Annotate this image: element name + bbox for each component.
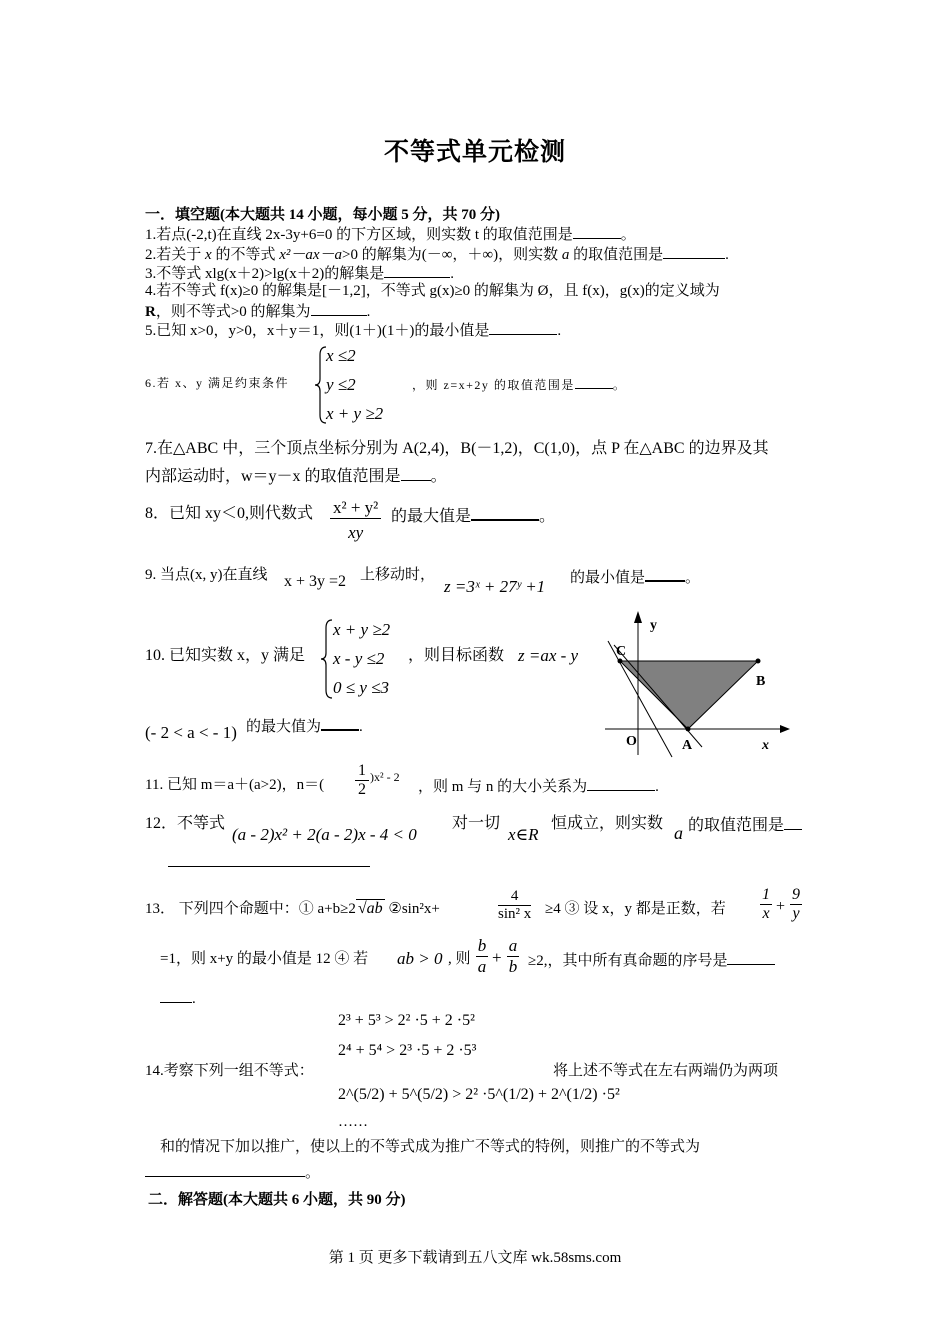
q9-blank[interactable] xyxy=(645,566,685,582)
q6-end: 。 xyxy=(612,378,627,392)
q7-blank[interactable] xyxy=(401,466,431,481)
q13-blank-a[interactable] xyxy=(727,950,775,965)
q10-tail-text: 的最大值为 xyxy=(246,719,322,735)
q13-blank-b[interactable] xyxy=(160,988,192,1003)
q10-condition: (- 2 < a < - 1) xyxy=(145,723,237,742)
q13-frac2-num: 4 xyxy=(498,888,531,906)
q9-pre: 9. 当点(x, y)在直线 xyxy=(145,567,268,583)
q13-frac4b xyxy=(507,936,519,977)
q1-blank[interactable] xyxy=(573,224,621,239)
q6-blank[interactable] xyxy=(575,374,613,389)
q13-sqrt-arg: ab xyxy=(366,900,383,917)
q14-line2: 和的情况下加以推广，使以上的不等式成为推广不等式的特例，则推广的不等式为 xyxy=(160,1139,701,1155)
q3-text: 3.不等式 xlg(x＋2)>lg(x＋2)的解集是 xyxy=(145,266,385,282)
q13-line1 xyxy=(145,900,440,918)
q10-cond-1: x + y ≥2 xyxy=(333,620,391,639)
q11-blank[interactable] xyxy=(587,776,655,791)
q13-frac3a-num: 1 xyxy=(762,886,770,903)
q13-frac3b-num: 9 xyxy=(792,886,800,903)
q8-pre: 8．已知 xy＜0,则代数式 xyxy=(145,505,314,522)
q13-frac3b xyxy=(790,886,802,923)
question-4-line2 xyxy=(145,301,370,321)
q12-post: 恒成立，则实数 xyxy=(551,815,664,832)
feasible-region xyxy=(620,661,758,729)
q3-end: . xyxy=(450,266,455,282)
q12-set: x∈R xyxy=(508,825,539,844)
q13-text-c: ≥4 ③ 设 x，y 都是正数，若 xyxy=(545,901,726,917)
q12-blank-b[interactable] xyxy=(168,866,370,867)
q8-post xyxy=(391,505,555,526)
q13-frac4a-num: b xyxy=(477,936,487,955)
q13-frac4b-num: a xyxy=(508,936,518,955)
q1-text: 1.若点(-2,t)在直线 2x-3y+6=0 的下方区域，则实数 t 的取值范围是 xyxy=(145,227,573,243)
q13-frac2 xyxy=(498,888,531,923)
q6-pre: 6.若 x、y 满足约束条件 xyxy=(145,376,290,390)
q13-frac3b-den: y xyxy=(792,905,800,922)
q2-expr: x²－ax－a xyxy=(279,247,343,263)
q6-cond-2: y ≤2 xyxy=(326,375,356,394)
question-2 xyxy=(145,244,729,264)
q13-plus: + xyxy=(776,898,786,915)
x-axis-arrow xyxy=(780,725,790,733)
q3-blank[interactable] xyxy=(384,263,450,278)
q8-fraction xyxy=(330,498,381,543)
q14-ellipsis: …… xyxy=(338,1114,368,1130)
q13-line2b: , 则 xyxy=(448,951,471,967)
q8-numerator: x² + y² xyxy=(330,498,381,519)
q11-denominator: 2 xyxy=(358,781,366,798)
q2-blank[interactable] xyxy=(663,244,725,259)
label-A: A xyxy=(682,738,693,753)
section-1-heading: 一．填空题(本大题共 14 小题，每小题 5 分，共 70 分) xyxy=(145,207,500,223)
q14-pre: 14.考察下列一组不等式： xyxy=(145,1063,314,1079)
q8-denominator: xy xyxy=(348,523,364,542)
q13-text-a: 13． 下列四个命题中：① a+b≥2 xyxy=(145,901,356,917)
q2-end: . xyxy=(725,247,729,263)
q5-text: 5.已知 x>0，y>0，x＋y＝1，则(1＋)(1＋)的最小值是 xyxy=(145,323,490,339)
q13-line3 xyxy=(160,988,196,1008)
q11-exponent: )x² - 2 xyxy=(370,770,400,784)
q13-frac4a xyxy=(476,936,488,977)
section-2-heading: 二．解答题(本大题共 6 小题，共 90 分) xyxy=(148,1192,406,1208)
point-C xyxy=(618,659,623,664)
q2-text-e: >0 的解集为(－∞，＋∞)，则实数 xyxy=(342,247,562,263)
q12-blank-a[interactable] xyxy=(784,815,802,830)
q7-end: 。 xyxy=(430,468,447,485)
question-7-line2 xyxy=(145,466,447,486)
q10-pre: 10. 已知实数 x，y 满足 xyxy=(145,647,306,664)
q10-tail xyxy=(246,715,363,736)
q12-pre: 12．不等式 xyxy=(145,815,226,832)
q14-line3 xyxy=(145,1162,320,1182)
q1-end: 。 xyxy=(620,227,636,243)
question-1 xyxy=(145,224,636,244)
q9-mid: 上移动时， xyxy=(360,567,436,583)
q14-post: 将上述不等式在左右两端仍为两项 xyxy=(553,1063,779,1079)
label-O: O xyxy=(626,734,637,749)
q13-line2c xyxy=(528,950,775,970)
question-7-line1: 7.在△ABC 中，三个顶点坐标分别为 A(2,4)，B(－1,2)，C(1,0)，点 P 在△ABC 的边界及其 xyxy=(145,440,769,457)
q12-tail xyxy=(688,815,802,835)
question-3 xyxy=(145,263,454,283)
q8-post-text: 的最大值是 xyxy=(391,508,472,525)
q2-text-c: 的不等式 xyxy=(211,247,280,263)
q10-cond-2: x - y ≤2 xyxy=(333,649,385,668)
q7-text: 内部运动时，w＝y－x 的取值范围是 xyxy=(145,468,401,485)
q9-expr: z =3ˣ + 27ʸ +1 xyxy=(444,577,546,596)
q6-post xyxy=(412,374,626,393)
q5-blank[interactable] xyxy=(489,320,557,335)
q9-post xyxy=(570,566,700,587)
q12-expr: (a - 2)x² + 2(a - 2)x - 4 < 0 xyxy=(232,825,417,844)
q13-sqrt: √ab xyxy=(357,900,383,917)
label-y: y xyxy=(650,618,657,633)
q4-text: ，则不等式>0 的解集为 xyxy=(155,304,311,320)
q13-line2a: =1，则 x+y 的最小值是 12 ④ 若 xyxy=(160,951,369,967)
q11-post-text: ，则 m 与 n 的大小关系为 xyxy=(418,779,588,795)
q13-plus-2: + xyxy=(492,948,502,967)
question-4-line1: 4.若不等式 f(x)≥0 的解集是[－1,2]，不等式 g(x)≥0 的解集为 Ø，且 f(x)，g(x)的定义域为 xyxy=(145,283,720,299)
page-footer: 第 1 页 更多下载请到五八文库 wk.58sms.com xyxy=(328,1250,622,1266)
page-title: 不等式单元检测 xyxy=(383,137,566,166)
q9-line-eq: x + 3y =2 xyxy=(284,573,347,590)
q12-tail-text: 的取值范围是 xyxy=(688,817,785,834)
q2-text-a: 2.若关于 xyxy=(145,247,206,263)
q2-text-g: 的取值范围是 xyxy=(569,247,664,263)
q14-ineq-1: 2³ + 5³ > 2² ·5 + 2 ·5² xyxy=(338,1012,475,1029)
label-B: B xyxy=(756,674,766,689)
q13-line2c-text: ≥2,，其中所有真命题的序号是 xyxy=(528,953,728,969)
q12-mid: 对一切 xyxy=(452,815,501,832)
q11-post xyxy=(418,776,659,796)
q6-post-text: ，则 z=x+2y 的取值范围是 xyxy=(412,378,575,392)
q11-pre: 11. 已知 m＝a＋(a>2)，n＝( xyxy=(145,777,325,793)
q12-var-a: a xyxy=(674,823,683,843)
q11-end: . xyxy=(655,779,659,795)
label-C: C xyxy=(616,644,627,659)
q8-end: 。 xyxy=(539,508,556,525)
q14-ineq-3: 2^(5/2) + 5^(5/2) > 2² ·5^(1/2) + 2^(1/2) ·5² xyxy=(338,1086,620,1103)
q13-frac4a-den: a xyxy=(477,957,487,976)
q8-blank[interactable] xyxy=(471,505,539,521)
point-B xyxy=(756,659,761,664)
q6-cond-1: x ≤2 xyxy=(326,346,356,365)
q11-numerator: 1 xyxy=(355,762,369,781)
q5-end: . xyxy=(557,323,562,339)
q2-var-a: a xyxy=(561,247,570,263)
q10-objective: z =ax - y xyxy=(518,646,579,665)
q10-end: . xyxy=(359,719,363,735)
point-A xyxy=(686,727,691,732)
q13-text-b: ②sin²x+ xyxy=(384,901,440,917)
q9-post-text: 的最小值是 xyxy=(570,570,646,586)
q13-frac4b-den: b xyxy=(508,957,518,976)
q4-R: R xyxy=(145,304,156,320)
question-5 xyxy=(145,320,561,340)
q4-blank[interactable] xyxy=(311,301,367,316)
q10-graph xyxy=(600,605,795,760)
q10-cond-3: 0 ≤ y ≤3 xyxy=(333,678,389,697)
q14-end: 。 xyxy=(305,1165,321,1181)
q13-end: . xyxy=(192,991,196,1007)
q4-end: . xyxy=(366,304,371,320)
q13-ab: ab > 0 xyxy=(397,949,443,968)
label-x: x xyxy=(762,738,769,753)
q6-cond-3: x + y ≥2 xyxy=(326,404,384,423)
q10-post: ，则目标函数 xyxy=(408,647,505,664)
q13-frac2-den: sin² x xyxy=(498,906,532,922)
q13-frac3a-den: x xyxy=(762,905,770,922)
q10-blank[interactable] xyxy=(321,715,359,731)
q14-blank[interactable] xyxy=(145,1162,305,1177)
q11-fraction xyxy=(355,762,369,799)
q14-ineq-2: 2⁴ + 5⁴ > 2³ ·5 + 2 ·5³ xyxy=(338,1042,477,1059)
q9-end: 。 xyxy=(685,570,701,586)
q2-var-x: x xyxy=(205,247,212,263)
q13-frac3a xyxy=(760,886,772,923)
y-axis-arrow xyxy=(634,611,642,623)
